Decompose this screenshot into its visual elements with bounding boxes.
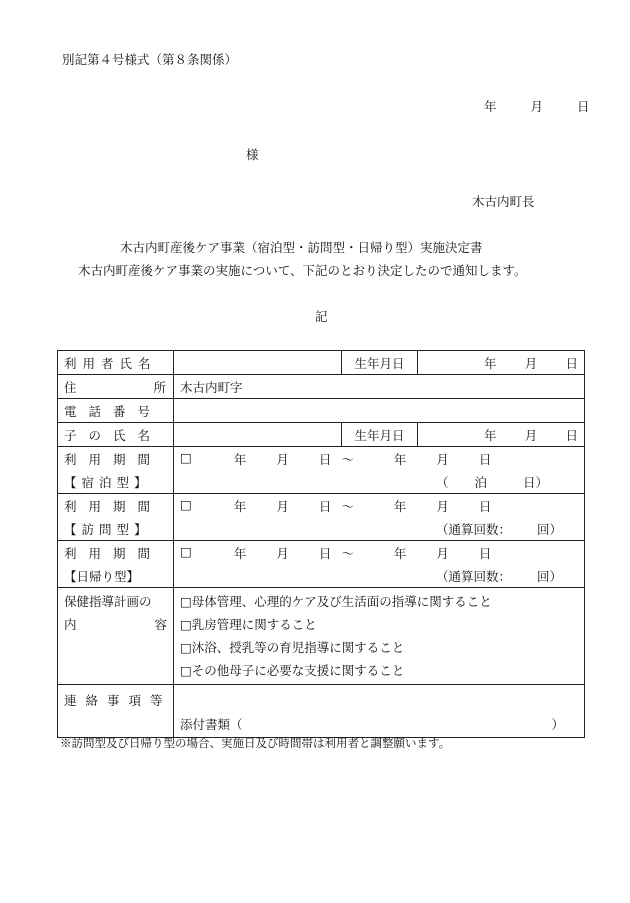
table-row (58, 423, 585, 447)
user-name-label: 利用者氏名 (64, 355, 157, 371)
visit-period-checkbox[interactable]: □ (180, 496, 192, 512)
visit-period-field[interactable]: □ 年 月 日 ～ 年 月 日 (174, 494, 585, 518)
stay-period-label-cell: 利用期間 (58, 447, 174, 471)
plan-label-cell: 保健指導計画の 内 容 (58, 588, 174, 685)
table-row (58, 517, 585, 541)
stay-type-cell: 【宿泊型】 (58, 470, 174, 494)
phone-field[interactable] (174, 399, 585, 423)
plan-item-maternal[interactable]: □母体管理、心理的ケア及び生活面の指導に関すること (180, 594, 492, 609)
table-row (58, 541, 585, 565)
child-name-field[interactable] (174, 423, 342, 447)
visit-period-label-cell: 利用期間 (58, 494, 174, 518)
plan-item-other[interactable]: □その他母子に必要な支援に関すること (180, 663, 405, 678)
table-row (58, 494, 585, 518)
attachment-close: ） (551, 717, 564, 732)
table-row (58, 588, 585, 685)
form-reference: 別記第４号様式（第８条関係） (62, 52, 238, 67)
visit-type-cell: 【訪問型】 (58, 517, 174, 541)
day-period-checkbox[interactable]: □ (180, 543, 192, 559)
user-birth-field[interactable]: 年 月 日 (418, 351, 585, 375)
visit-count-field[interactable]: （通算回数： 回） (174, 517, 585, 541)
day-period-label-cell: 利用期間 (58, 541, 174, 565)
date-year: 年 (484, 99, 497, 114)
date-month: 月 (530, 99, 544, 114)
phone-label-cell: 電話番号 (58, 399, 174, 423)
ki-heading: 記 (315, 309, 328, 324)
issuer-name: 木古内町長 (472, 194, 535, 209)
plan-item-childcare[interactable]: □沐浴、授乳等の育児指導に関すること (180, 640, 405, 655)
stay-period-field[interactable]: □ 年 月 日 ～ 年 月 日 (174, 447, 585, 471)
table-row (58, 399, 585, 423)
child-birth-label-cell: 生年月日 (342, 423, 418, 447)
table-row (58, 470, 585, 494)
table-row (58, 375, 585, 399)
footnote: ※訪問型及び日帰り型の場合、実施日及び時間帯は利用者と調整願います。 (60, 736, 451, 750)
issue-date (484, 97, 590, 115)
date-day: 日 (577, 99, 590, 114)
user-birth-label-cell (342, 351, 418, 375)
day-count-field[interactable]: （通算回数： 回） (174, 564, 585, 588)
address-label-cell: 住 所 (58, 375, 174, 399)
table-row (58, 564, 585, 588)
plan-items-cell (174, 588, 585, 685)
birth-label: 生年月日 (354, 355, 405, 371)
document-body: 木古内町産後ケア事業の実施について、下記のとおり決定したので通知します。 (78, 263, 527, 278)
user-name-field[interactable] (174, 351, 342, 375)
decision-form-table (57, 350, 585, 738)
user-name-label-cell (58, 351, 174, 375)
table-row (58, 447, 585, 471)
child-birth-field[interactable]: 年 月 日 (418, 423, 585, 447)
plan-item-breast[interactable]: □乳房管理に関すること (180, 617, 317, 632)
document-title: 木古内町産後ケア事業（宿泊型・訪問型・日帰り型）実施決定書 (120, 240, 483, 255)
day-type-cell: 【日帰り型】 (58, 564, 174, 588)
contact-label-cell: 連絡事項等 (58, 685, 174, 738)
table-row (58, 685, 585, 738)
stay-nights-field[interactable]: （ 泊 日） (174, 470, 585, 494)
attachment-label: 添付書類（ (180, 717, 243, 732)
addressee-suffix: 様 (246, 147, 259, 162)
address-field[interactable]: 木古内町字 (174, 375, 585, 399)
child-name-label-cell: 子の氏名 (58, 423, 174, 447)
day-period-field[interactable]: □ 年 月 日 ～ 年 月 日 (174, 541, 585, 565)
table-row (58, 351, 585, 375)
contact-field[interactable] (174, 685, 585, 738)
stay-period-checkbox[interactable]: □ (180, 449, 192, 465)
